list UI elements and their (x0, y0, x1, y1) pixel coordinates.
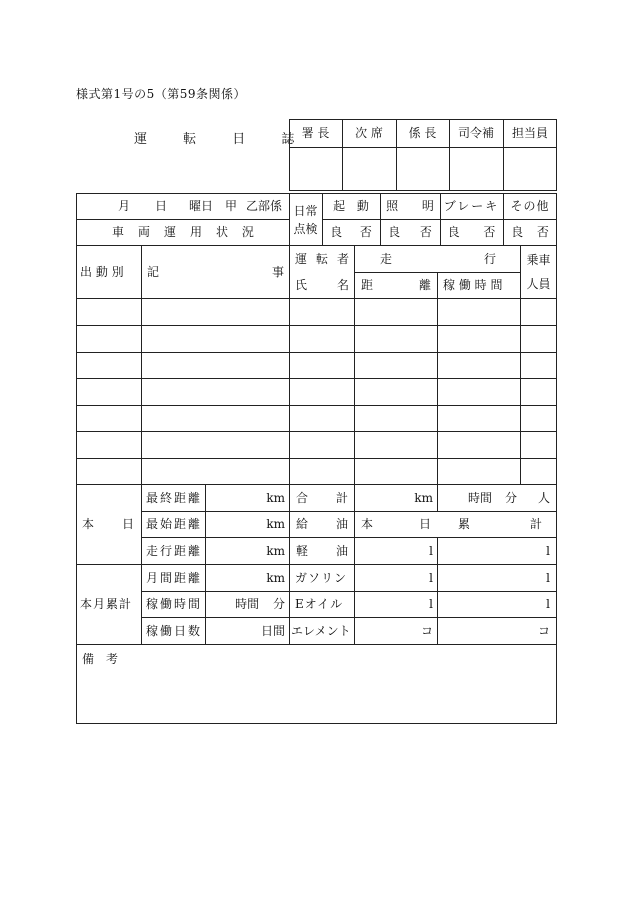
check-item-label: その他 (510, 199, 550, 213)
row-label: 走行距離 (146, 544, 203, 558)
approval-label: 次 席 (355, 126, 383, 140)
daily-check-label: 日常 (293, 204, 318, 218)
check-item-label: 照 明 (386, 199, 434, 213)
vehicle-status-label: 車 両 運 用 状 況 (112, 225, 254, 239)
travel-header: 走 (380, 252, 393, 266)
row-label: 稼働時間 (146, 597, 203, 611)
distance-header: 距 離 (361, 278, 431, 292)
row-label: 最始距離 (146, 517, 203, 531)
fuel-label: エレメント (291, 624, 351, 638)
log-row[interactable] (77, 353, 556, 378)
check-item-label: 起 動 (333, 199, 369, 213)
log-row[interactable] (77, 459, 556, 484)
page-title: 運 転 日 誌 (134, 132, 311, 147)
unit-label: l (429, 544, 433, 558)
fuel-label: ガソリン (295, 571, 348, 585)
unit-label: km (266, 571, 285, 585)
unit-label: l (429, 597, 433, 611)
log-row[interactable] (77, 299, 556, 325)
unit-label: km (414, 491, 433, 505)
unit-label: l (546, 544, 550, 558)
today-label: 本 日 (82, 517, 134, 531)
date-label: 曜日 (189, 199, 214, 213)
stamp-box[interactable] (397, 148, 449, 190)
unit-label: l (546, 597, 550, 611)
form-reference: 様式第1号の5（第59条関係） (76, 87, 247, 101)
daily-check-label: 点検 (293, 222, 318, 236)
unit-label: コ (537, 624, 550, 638)
record-header: 事 (272, 265, 285, 279)
check-item-label: ブレーキ (443, 199, 500, 213)
remarks-label: 備 (82, 652, 95, 666)
unit-label: 時間 (468, 491, 493, 505)
stamp-box[interactable] (450, 148, 503, 190)
log-row[interactable] (77, 326, 556, 352)
unit-label: 人 (538, 491, 551, 505)
unit-label: l (546, 571, 550, 585)
passengers-header: 乗車 (526, 253, 551, 267)
row-label: 最終距離 (146, 491, 203, 505)
unit-label: 時間 分 (235, 597, 285, 611)
unit-label: 日間 (260, 624, 285, 638)
stamp-box[interactable] (343, 148, 396, 190)
fuel-label: Eオイル (295, 597, 344, 611)
check-value[interactable]: 良 否 (388, 225, 432, 239)
unit-label: km (266, 491, 285, 505)
approval-label: 担当員 (511, 126, 548, 140)
record-header: 記 (147, 265, 160, 279)
light-oil-label: 軽 油 (296, 544, 348, 558)
check-value[interactable]: 良 否 (447, 225, 496, 239)
unit-label: km (266, 544, 285, 558)
row-label: 稼働日数 (146, 624, 203, 638)
unit-label: km (266, 517, 285, 531)
log-row[interactable] (77, 432, 556, 458)
refuel-label: 給 油 (296, 517, 348, 531)
date-label: 乙部係 (246, 199, 283, 213)
check-value[interactable]: 良 否 (330, 225, 372, 239)
date-label: 甲 (225, 199, 238, 213)
unit-label: コ (420, 624, 433, 638)
approval-label: 署 長 (301, 126, 330, 140)
dispatch-header: 出 動 別 (80, 265, 124, 279)
operating-time-header: 稼 働 時 間 (443, 278, 503, 292)
approval-label: 係 長 (408, 126, 437, 140)
day-label: 本 日 (361, 517, 431, 531)
passengers-header: 人員 (526, 277, 551, 291)
remarks-label: 考 (106, 652, 119, 666)
log-row[interactable] (77, 406, 556, 431)
travel-header: 行 (484, 252, 497, 266)
row-label: 月間距離 (146, 571, 203, 585)
date-label: 日 (155, 199, 168, 213)
total-label: 合 計 (296, 491, 348, 505)
unit-label: l (429, 571, 433, 585)
monthly-label: 本月累計 (80, 597, 133, 611)
driver-name-header: 氏 名 (295, 278, 349, 292)
remarks-area[interactable] (77, 670, 556, 722)
approval-label: 司令補 (457, 126, 494, 140)
unit-label: 分 (505, 491, 518, 505)
check-value[interactable]: 良 否 (511, 225, 549, 239)
cumulative-label: 計 (530, 517, 543, 531)
cumulative-label: 累 (458, 517, 471, 531)
date-label: 月 (118, 199, 131, 213)
driver-header: 運 転 者 (295, 252, 349, 266)
log-row[interactable] (77, 379, 556, 405)
stamp-box[interactable] (290, 148, 342, 190)
stamp-box[interactable] (504, 148, 556, 190)
